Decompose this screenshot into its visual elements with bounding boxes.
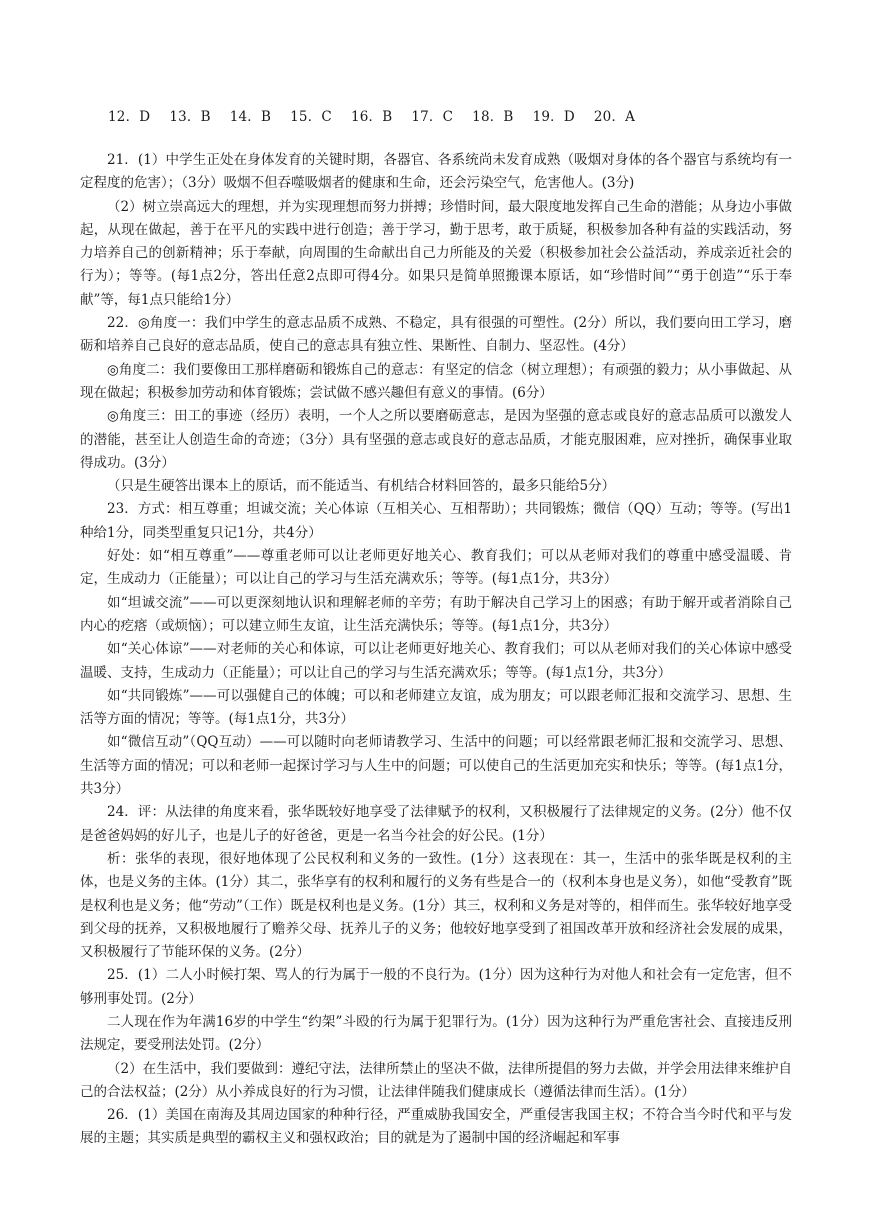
answer-item: 13．B — [169, 109, 211, 125]
paragraph-q24-analysis: 析：张华的表现，很好地体现了公民权利和义务的一致性。(1分）这表现在：其一，生活中的张华既是权利的主体，也是义务的主体。(1分）其二，张华享有的权利和履行的义务有些是合一的（权利本身也是义务），如他“受教育”既是权利也是义务；他“劳动”（工作）既是权利也是义务。(1分）其三，权利和义务是对等的，相伴而生。张华较好地享受到父母的抚养，又积极地履行了赡养父母、抚养儿子的义务；他较好地享受到了祖国改革开放和经济社会发展的成果，又积极履行了节能环保的义务。(2分） — [80, 850, 792, 961]
paragraph-q22-angle2: ◎角度二：我们要像田工那样磨砺和锻炼自己的意志：有坚定的信念（树立理想）；有顽强的毅力；从小事做起、从现在做起；积极参加劳动和体育锻炼；尝试做不感兴趣但有意义的事情。(6分） — [80, 361, 792, 401]
answer-item: 12．D — [108, 109, 151, 125]
paragraph-q22-note: （只是生硬答出课本上的原话，而不能适当、有机结合材料回答的，最多只能给5分） — [107, 478, 616, 495]
paragraph-q23-benefit-care: 如“关心体谅”——对老师的关心和体谅，可以让老师更好地关心、教育我们；可以从老师对我们的关心体谅中感受温暖、支持，生成动力（正能量）；可以让自己的学习与生活充满欢乐；等等。(每1点1分，共3分） — [80, 641, 792, 681]
multiple-choice-answer-line — [108, 105, 654, 125]
paragraph-q22-angle3: ◎角度三：田工的事迹（经历）表明，一个人之所以要磨砺意志，是因为坚强的意志或良好的意志品质可以激发人的潜能，甚至让人创造生命的奇迹；（3分）具有坚强的意志或良好的意志品质，才能克服困难，应对挫折，确保事业取得成功。(3分） — [80, 408, 792, 471]
paragraph-q23-benefit-exercise: 如“共同锻炼”——可以强健自己的体魄；可以和老师建立友谊，成为朋友；可以跟老师汇报和交流学习、思想、生活等方面的情况；等等。(每1点1分，共3分） — [80, 687, 792, 728]
paragraph-q23-benefit-respect: 好处：如“相互尊重”——尊重老师可以让老师更好地关心、教育我们；可以从老师对我们的尊重中感受温暖、肯定，生成动力（正能量）；可以让自己的学习与生活充满欢乐；等等。(每1点1分，共3分） — [80, 548, 792, 588]
paragraph-q25-part2: （2）在生活中，我们要做到：遵纪守法，法律所禁止的坚决不做，法律所提倡的努力去做，并学会用法律来维护自己的合法权益；(2分）从小养成良好的行为习惯，让法律伴随我们健康成长（遵循法律而生活）。(1分） — [80, 1060, 792, 1100]
paragraph-q23-methods: 23．方式：相互尊重；坦诚交流；关心体谅（互相关心、互相帮助）；共同锻炼；微信（QQ）互动；等等。(写出1种给1分，同类型重复只记1分，共4分） — [80, 501, 792, 541]
answer-item: 17．C — [411, 109, 454, 125]
answer-item: 18．B — [472, 109, 514, 125]
answer-item: 19．D — [532, 109, 575, 125]
answer-item: 15．C — [290, 109, 332, 125]
paragraph-q21-part1: 21．(1）中学生正处在身体发育的关键时期，各器官、各系统尚未发育成熟（吸烟对身体的各个器官与系统均有一定程度的危害）；（3分）吸烟不但吞噬吸烟者的健康和生命，还会污染空气，危害他人。(3分) — [80, 152, 792, 192]
answer-item: 20．A — [593, 109, 636, 125]
paragraph-q26-part1: 26．(1）美国在南海及其周边国家的种种行径，严重威胁我国安全，严重侵害我国主权；不符合当今时代和平与发展的主题；其实质是典型的霸权主义和强权政治；目的就是为了遏制中国的经济崛起和军事 — [80, 1107, 792, 1147]
answer-item: 14．B — [229, 109, 272, 125]
answer-item: 16．B — [350, 109, 393, 125]
paragraph-q25-part1-cont: 二人现在作为年满16岁的中学生“约架”斗殴的行为属于犯罪行为。(1分）因为这种行为严重危害社会、直接违反刑法规定，要受刑法处罚。(2分） — [80, 1013, 792, 1054]
paragraph-q22-angle1: 22．◎角度一：我们中学生的意志品质不成熟、不稳定，具有很强的可塑性。(2分）所以，我们要向田工学习，磨砺和培养自己良好的意志品质，使自己的意志具有独立性、果断性、自制力、坚忍性。(4分） — [80, 315, 792, 355]
paragraph-q23-benefit-wechat: 如“微信互动”（QQ互动）——可以随时向老师请教学习、生活中的问题；可以经常跟老师汇报和交流学习、思想、生活等方面的情况；可以和老师一起探讨学习与人生中的问题；可以使自己的生活更加充实和快乐；等等。(每1点1分，共3分） — [80, 734, 792, 798]
paragraph-q25-part1: 25．(1）二人小时候打架、骂人的行为属于一般的不良行为。(1分）因为这种行为对他人和社会有一定危害，但不够刑事处罚。(2分） — [80, 967, 792, 1007]
paragraph-q21-part2: （2）树立崇高远大的理想，并为实现理想而努力拼搏；珍惜时间，最大限度地发挥自己生命的潜能；从身边小事做起，从现在做起，善于在平凡的实践中进行创造；善于学习，勤于思考，敢于质疑，积极参加各种有益的实践活动，努力培养自己的创新精神；乐于奉献，向周围的生命献出自己力所能及的关爱（积极参加社会公益活动，养成亲近社会的行为）；等等。(每1点2分，答出任意2点即可得4分。如果只是简单照搬课本原话，如“珍惜时间”“勇于创造”“乐于奉献”等，每1点只能给1分） — [80, 198, 792, 308]
answer-explanations — [80, 149, 792, 1151]
paragraph-q24-evaluation: 24．评：从法律的角度来看，张华既较好地享受了法律赋予的权利，又积极履行了法律规定的义务。(2分）他不仅是爸爸妈妈的好儿子，也是儿子的好爸爸，更是一名当今社会的好公民。(1分） — [80, 804, 792, 844]
paragraph-q23-benefit-communication: 如“坦诚交流”——可以更深刻地认识和理解老师的辛劳；有助于解决自己学习上的困惑；有助于解开或者消除自己内心的疙瘩（或烦恼）；可以建立师生友谊，让生活充满快乐；等等。(每1点1分，共3分） — [80, 594, 792, 634]
